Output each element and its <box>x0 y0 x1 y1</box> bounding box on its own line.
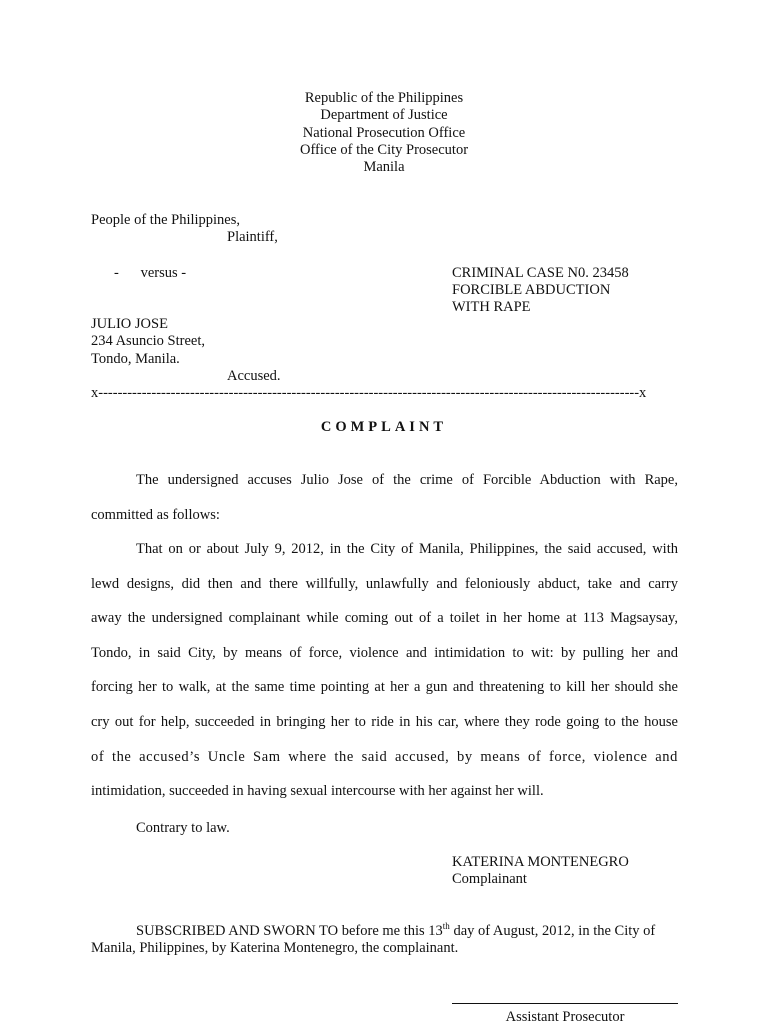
jurat-text-a: SUBSCRIBED AND SWORN TO before me this 13 <box>136 923 443 939</box>
complainant-name: KATERINA MONTENEGRO <box>452 854 629 870</box>
letterhead-republic: Republic of the Philippines <box>304 90 464 106</box>
paragraph-line: away the undersigned complainant while coming out of a toilet in her home at 113 Magsaysay, <box>91 610 678 627</box>
paragraph-line: of the accused’s Uncle Sam where the said accused, by means of force, violence and <box>91 748 678 765</box>
paragraph-line: intimidation, succeeded in having sexual intercourse with her against her will. <box>91 783 544 800</box>
complainant-role: Complainant <box>452 871 527 887</box>
case-title-line2: WITH RAPE <box>452 299 531 315</box>
paragraph-line: committed as follows: <box>91 506 220 523</box>
document-title: COMPLAINT <box>320 419 448 435</box>
letterhead-city: Manila <box>363 159 405 176</box>
contrary-to-law: Contrary to law. <box>136 820 230 836</box>
paragraph-line: The undersigned accuses Julio Jose of the crime of Forcible Abduction with Rape, <box>136 472 678 488</box>
case-title-line1: FORCIBLE ABDUCTION <box>452 282 611 298</box>
accused-name: JULIO JOSE <box>91 316 168 332</box>
paragraph-line: cry out for help, succeeded in bringing her to ride in his car, where they rode going to the house <box>91 713 678 730</box>
paragraph-line: lewd designs, did then and there willfully, unlawfully and feloniously abduct, take and carry <box>91 575 678 592</box>
jurat-text-b: day of August, 2012, in the City of <box>449 923 656 939</box>
caption-separator: x----------------------------------------------------------------------------------------------------------------x <box>91 385 647 401</box>
paragraph-line: That on or about July 9, 2012, in the City of Manila, Philippines, the said accused, with <box>136 541 678 557</box>
assistant-prosecutor-title: Assistant Prosecutor <box>505 1009 625 1025</box>
letterhead-office: National Prosecution Office <box>302 124 466 141</box>
accused-address-line1: 234 Asuncio Street, <box>91 333 205 349</box>
paragraph-line: forcing her to walk, at the same time pointing at her a gun and threatening to kill her should she <box>91 679 678 696</box>
paragraph-line: Tondo, in said City, by means of force, violence and intimidation to wit: by pulling her and <box>91 644 678 661</box>
jurat-ordinal-suffix: th <box>442 921 450 932</box>
versus-label: - versus - <box>114 265 187 281</box>
case-number: CRIMINAL CASE N0. 23458 <box>452 265 629 281</box>
jurat-line1 <box>136 923 655 940</box>
paragraph-accusation <box>91 472 678 541</box>
letterhead-prosecutor-office: Office of the City Prosecutor <box>299 141 469 158</box>
accused-role: Accused. <box>227 368 281 384</box>
plaintiff-name: People of the Philippines, <box>91 212 241 228</box>
signature-line <box>452 1003 678 1004</box>
letterhead <box>0 90 768 176</box>
paragraph-facts <box>91 541 678 818</box>
plaintiff-role: Plaintiff, <box>227 229 278 245</box>
jurat-line2: Manila, Philippines, by Katerina Montenegro, the complainant. <box>91 940 459 956</box>
accused-address-line2: Tondo, Manila. <box>91 351 180 367</box>
letterhead-department: Department of Justice <box>320 107 448 124</box>
